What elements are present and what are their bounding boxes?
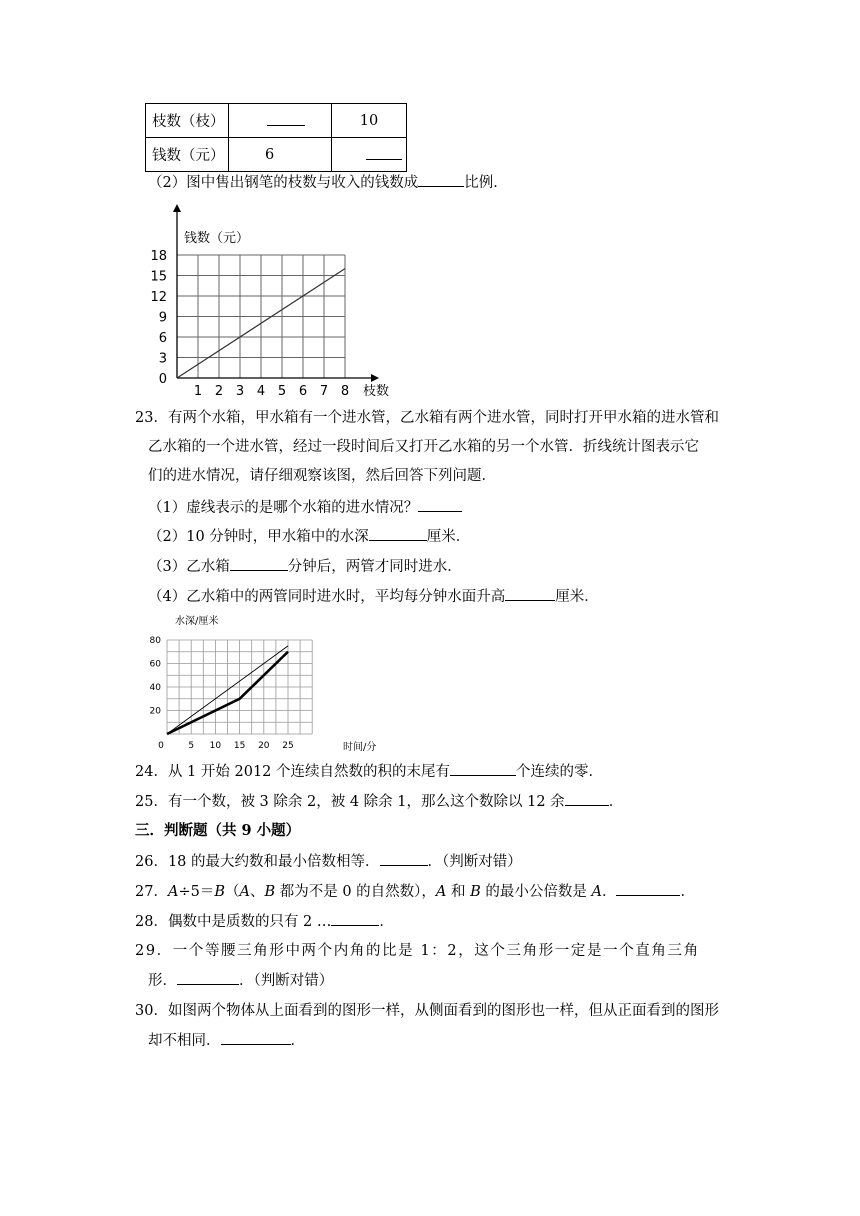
x-tick-label: 7 [319,384,329,399]
table-cell [332,138,407,172]
answer-blank[interactable] [230,556,288,571]
answer-blank[interactable] [380,851,428,866]
table-cell [229,104,332,138]
question-29-line2: 形． ．（判断对错） [148,970,333,991]
x-tick-label: 1 [193,384,203,399]
y-tick-label: 15 [150,269,167,285]
question-24: 24．从 1 开始 2012 个连续自然数的积的末尾有 个连续的零． [135,761,603,782]
x-tick-label: 4 [256,384,266,399]
y-tick-label: 20 [149,706,161,717]
x-tick-label: 20 [258,741,270,751]
section-heading: 三．判断题（共 9 小题） [135,822,301,839]
y-tick-label: 40 [149,683,161,693]
table-cell: 钱数（元） [146,138,229,172]
x-axis-arrow [371,374,379,382]
x-tick-label: 15 [233,741,246,751]
question-23-2: （2）10 分钟时，甲水箱中的水深 厘米． [148,526,470,547]
table-row [146,138,407,172]
x-axis-label: 枝数 [363,384,390,399]
question-23-line1: 23．有两个水箱，甲水箱有一个进水管，乙水箱有两个进水管，同时打开甲水箱的进水管和 [135,410,719,426]
y-tick-label: 9 [158,310,167,326]
question-23-1: （1）虚线表示的是哪个水箱的进水情况？ [148,497,462,518]
question-23-line3: 们的进水情况，请仔细观察该图，然后回答下列问题． [148,468,496,484]
question-30-line2: 却不相同． ． [148,1030,305,1051]
answer-blank[interactable] [450,761,516,776]
question-27: 27．A÷5＝B（A、B 都为不是 0 的自然数），A 和 B 的最小公倍数是 A． ． [135,881,695,902]
question-23-4: （4）乙水箱中的两管同时进水时，平均每分钟水面升高 厘米． [148,586,599,607]
answer-blank[interactable] [221,1030,291,1045]
x-tick-label: 2 [214,384,224,399]
table-row [146,104,407,138]
question-23-line2: 乙水箱的一个进水管，经过一段时间后又打开乙水箱的另一个水管．折线统计图表示它 [148,439,699,455]
y-tick-label: 80 [149,636,161,646]
x-tick-label: 5 [188,741,195,751]
y-tick-label: 6 [158,331,167,346]
answer-blank[interactable] [369,526,427,541]
question-29-line1: 29．一个等腰三角形中两个内角的比是 1：2，这个三角形一定是一个直角三角 [135,943,700,959]
table-cell: 枝数（枝） [146,104,229,138]
y-tick-label: 18 [150,249,167,264]
x-tick-label: 0 [158,741,164,751]
price-table [145,103,407,172]
question-22-2: （2）图中售出钢笔的枝数与收入的钱数成 比例． [148,172,508,193]
x-tick-label: 25 [282,741,294,751]
question-28: 28．偶数中是质数的只有 2 … ． [135,911,394,932]
question-23-3: （3）乙水箱 分钟后，两管才同时进水． [148,556,462,577]
x-tick-label: 10 [209,741,222,751]
answer-blank[interactable] [505,586,555,601]
answer-blank[interactable] [331,911,379,926]
x-axis-label: 时间/分 [343,742,377,753]
x-tick-label: 5 [277,384,287,399]
x-tick-label: 6 [298,384,308,399]
y-tick-label: 12 [150,290,167,305]
y-tick-label: 60 [149,659,161,670]
answer-blank[interactable] [616,881,680,896]
y-axis-arrow [173,204,181,212]
x-tick-label: 8 [340,384,350,399]
y-axis-label: 水深/厘米 [175,616,219,627]
answer-blank[interactable] [565,791,609,806]
question-25: 25．有一个数，被 3 除余 2，被 4 除余 1，那么这个数除以 12 余 ． [135,791,623,812]
answer-blank[interactable] [418,172,464,187]
table-cell: 6 [229,138,332,172]
y-axis-label: 钱数（元） [184,231,250,246]
answer-blank[interactable] [177,970,239,985]
x-tick-label: 3 [235,384,245,399]
water-tank-chart [145,612,395,757]
answer-blank[interactable] [418,497,462,512]
question-26: 26．18 的最大约数和最小倍数相等． ．（判断对错） [135,851,522,872]
table-cell: 10 [332,104,407,138]
pen-sales-chart [145,200,395,405]
question-30-line1: 30．如图两个物体从上面看到的图形一样，从侧面看到的图形也一样，但从正面看到的图形 [135,1003,719,1019]
y-tick-label: 0 [158,372,167,387]
y-tick-label: 3 [158,351,167,367]
